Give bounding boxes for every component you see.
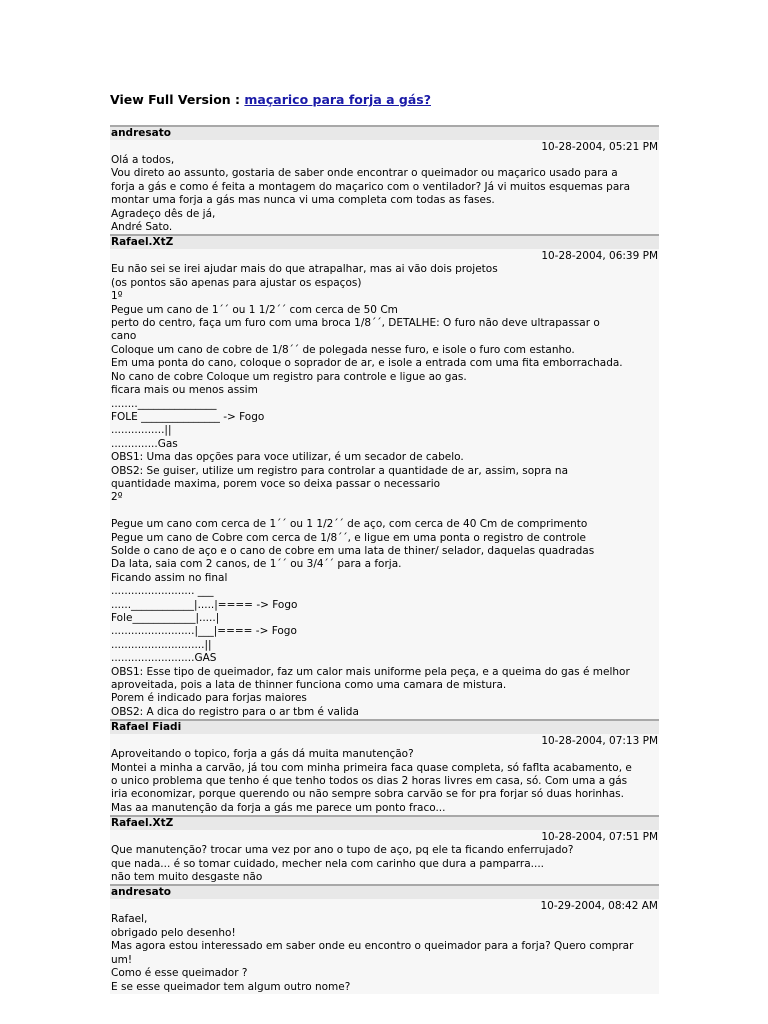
post-text-line: perto do centro, faça um furo com uma broca 1/8´´, DETALHE: O furo não deve ultrapassar o: [111, 317, 600, 330]
post-text-line: Agradeço dês de já,: [111, 207, 216, 220]
post-text-line: Pegue um cano com cerca de 1´´ ou 1 1/2´´ de aço, com cerca de 40 Cm de comprimento: [111, 518, 588, 531]
view-full-version-label: View Full Version :: [110, 92, 245, 107]
post-text-line: Pegue um cano de Cobre com cerca de 1/8´´, e ligue em uma ponta o registro de controle: [111, 531, 587, 544]
post-text-line: Que manutenção? trocar uma vez por ano o tupo de aço, pq ele ta ficando enferrujado?: [111, 844, 574, 857]
post-author: andresato: [111, 127, 171, 139]
post-body: [110, 734, 659, 815]
post-author: Rafael.XtZ: [111, 236, 174, 249]
post-text-line: quantidade maxima, porem voce so deixa passar o necessario: [111, 477, 441, 490]
post-header: [110, 886, 659, 899]
post-author: Rafael Fiadi: [111, 721, 182, 734]
post-text-line: que nada... é so tomar cuidado, mecher nela com carinho que dura a pamparra....: [111, 857, 545, 870]
post-text-line: ............................||: [111, 638, 212, 651]
post-header: [110, 236, 659, 249]
post-text-line: 2º: [111, 491, 123, 504]
post-text-line: OBS2: Se guiser, utilize um registro para controlar a quantidade de ar, assim, sopra na: [111, 464, 569, 477]
post-text-line: Em uma ponta do cano, coloque o soprador de ar, e isole a entrada com uma fita emborrachada.: [111, 357, 623, 370]
post-text-line: .........................GAS: [111, 652, 217, 665]
post-text-line: OBS1: Esse tipo de queimador, faz um calor mais uniforme pela peça, e a queima do gas é melhor: [111, 665, 630, 678]
post-text-line: cano: [111, 330, 137, 343]
post-text-line: (os pontos são apenas para ajustar os espaços): [111, 276, 362, 289]
post-text-line: Da lata, saia com 2 canos, de 1´´ ou 3/4´´ para a forja.: [111, 558, 402, 571]
post-text-line: No cano de cobre Coloque um registro para controle e ligue ao gas.: [111, 370, 467, 383]
post-text-line: iria economizar, porque querendo ou não sempre sobra carvão se for pra forjar só duas horinhas.: [111, 788, 624, 801]
post-text-line: Pegue um cano de 1´´ ou 1 1/2´´ com cerca de 50 Cm: [111, 303, 398, 316]
post-text-line: Aproveitando o topico, forja a gás dá muita manutenção?: [111, 748, 414, 761]
post-text-line: Olá a todos,: [111, 154, 175, 166]
post-text-line: FOLE _______________ -> Fogo: [111, 410, 265, 423]
post-text-line: .........................|___|==== -> Fogo: [111, 625, 297, 638]
post-text-line: aproveitada, pois a lata de thinner funciona como uma camara de mistura.: [111, 679, 507, 692]
post-text-line: Mas aa manutenção da forja a gás me parece um ponto fraco...: [111, 801, 446, 814]
post-text-line: Eu não sei se irei ajudar mais do que atrapalhar, mas ai vão dois projetos: [111, 263, 498, 276]
post-text-line: André Sato.: [111, 221, 173, 234]
post: [110, 125, 659, 234]
post-author: Rafael.XtZ: [111, 817, 174, 830]
post-text-line: um!: [111, 953, 133, 966]
post-text-line: E se esse queimador tem algum outro nome?: [111, 980, 351, 993]
post-header: [110, 721, 659, 734]
post-date: 10-28-2004, 07:13 PM: [541, 735, 658, 748]
post-text-line: Montei a minha a carvão, já tou com minha primeira faca quase completa, só faflta acabamento, e: [111, 761, 632, 774]
post-text-line: ficara mais ou menos assim: [111, 384, 258, 397]
post-date: 10-28-2004, 06:39 PM: [541, 250, 658, 263]
post-text-line: Como é esse queimador ?: [111, 967, 248, 980]
post-text-line: Rafael,: [111, 913, 148, 926]
post: [110, 884, 659, 993]
post-text-line: forja a gás e como é feita a montagem do maçarico com o ventilador? Já vi muitos esquemas para: [111, 180, 631, 193]
post-date: 10-28-2004, 07:51 PM: [541, 831, 658, 844]
post-text-line: ................||: [111, 424, 172, 437]
post-text-line: ......____________|.....|==== -> Fogo: [111, 598, 298, 611]
post: [110, 234, 659, 719]
page-title: [110, 92, 431, 107]
post-body: [110, 249, 659, 719]
post-text-line: o unico problema que tenho é que tenho todos os dias 2 horas livres em casa, só. Com uma a gás: [111, 775, 628, 788]
post-text-line: não tem muito desgaste não: [111, 871, 263, 884]
post-body: [110, 140, 659, 234]
post-text-line: Ficando assim no final: [111, 571, 228, 584]
post-text-line: Solde o cano de aço e o cano de cobre em uma lata de thiner/ selador, daquelas quadradas: [111, 544, 595, 557]
post-text-line: Coloque um cano de cobre de 1/8´´ de polegada nesse furo, e isole o furo com estanho.: [111, 343, 575, 356]
post: [110, 719, 659, 815]
post-text-line: OBS2: A dica do registro para o ar tbm é valida: [111, 705, 359, 718]
topic-link[interactable]: maçarico para forja a gás?: [244, 92, 431, 107]
post-text-line: Vou direto ao assunto, gostaria de saber onde encontrar o queimador ou maçarico usado para a: [111, 167, 618, 180]
post-text-line: ..............Gas: [111, 437, 178, 450]
post-header: [110, 817, 659, 830]
post-list: [110, 125, 659, 994]
post-body: [110, 899, 659, 993]
post-author: andresato: [111, 886, 171, 899]
post-text-line: 1º: [111, 290, 123, 303]
post-text-line: OBS1: Uma das opções para voce utilizar, é um secador de cabelo.: [111, 451, 464, 464]
post: [110, 815, 659, 884]
post-text-line: [111, 505, 659, 518]
post-text-line: ........_______________: [111, 397, 217, 410]
post-date: 10-29-2004, 08:42 AM: [540, 900, 658, 913]
post-text-line: Fole____________|.....|: [111, 611, 220, 624]
post-text-line: ......................... ___: [111, 585, 214, 598]
post-text-line: Porem é indicado para forjas maiores: [111, 692, 307, 705]
post-body: [110, 830, 659, 884]
post-text-line: Mas agora estou interessado em saber onde eu encontro o queimador para a forja? Quero comprar: [111, 940, 634, 953]
post-header: [110, 127, 659, 140]
post-date: 10-28-2004, 05:21 PM: [541, 141, 658, 153]
post-text-line: obrigado pelo desenho!: [111, 926, 236, 939]
post-text-line: montar uma forja a gás mas nunca vi uma completa com todas as fases.: [111, 194, 495, 207]
